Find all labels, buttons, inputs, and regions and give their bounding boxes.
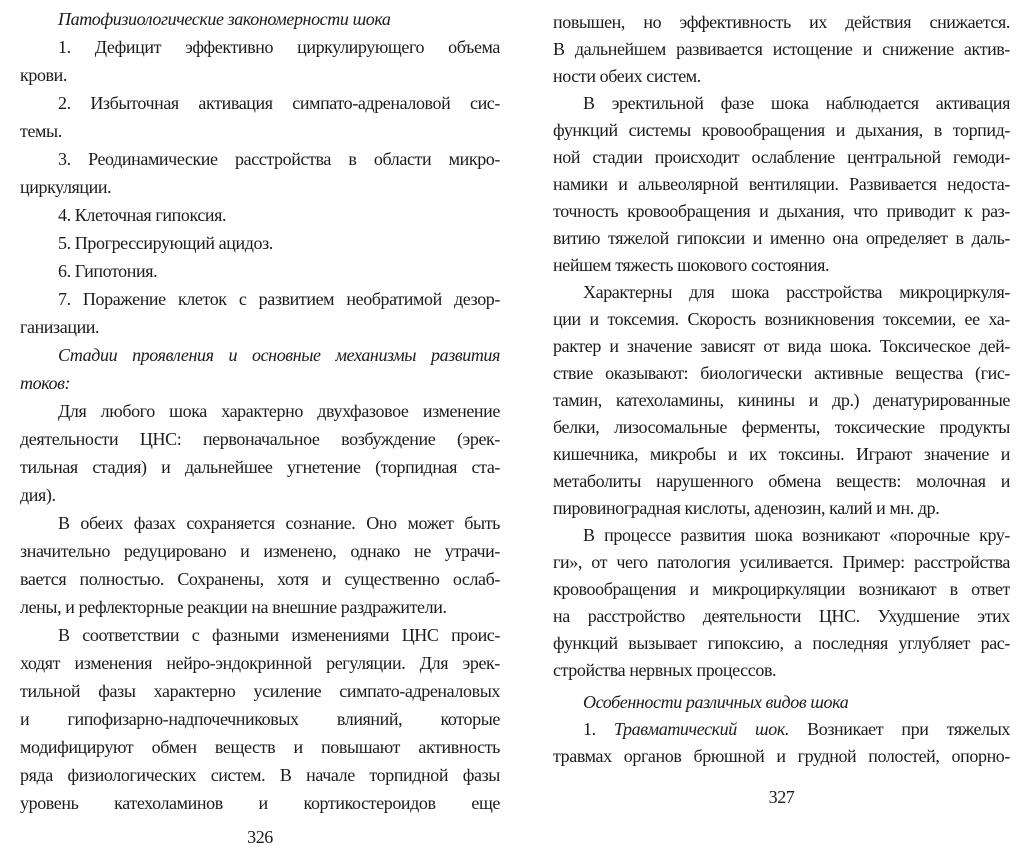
paragraph-erectile-phase	[553, 90, 1010, 279]
text-line: функций системы кровообращения и дыхания, в торпид-	[553, 120, 1010, 140]
text-line: 3. Реодинамические расстройства в области микро-	[58, 149, 500, 169]
text-line: намики и альвеолярной вентиляции. Развивается недоста-	[553, 174, 1010, 194]
list-number: 1.	[583, 719, 596, 739]
text-line: ции и токсемия. Скорость возникновения токсемии, ее ха-	[553, 309, 1010, 329]
text-line: модифицируют обмен веществ и повышают активность	[20, 737, 500, 757]
text-line: темы.	[20, 121, 62, 141]
text-line: Стадии проявления и основные механизмы развития	[58, 345, 500, 365]
text-line: рактер и значение зависят от вида шока. Токсическое дей-	[553, 336, 1010, 356]
text-line: В процессе развития шока возникают «порочные кру-	[583, 525, 1010, 545]
text-line: функций вызывает гипоксию, а последняя углубляет рас-	[553, 633, 1010, 653]
text-line: Особенности различных видов шока	[583, 692, 849, 712]
paragraph-vicious-circles	[553, 522, 1010, 684]
text-line: В дальнейшем развивается истощение и снижение актив-	[553, 39, 1010, 59]
text-line: 4. Клеточная гипоксия.	[58, 205, 227, 225]
list-item-4	[20, 201, 500, 229]
page-right	[553, 9, 1010, 811]
text-line: уровень катехоламинов и кортикостероидов еще	[20, 793, 500, 813]
text-line: белки, лизосомальные ферменты, токсические продукты	[553, 417, 1010, 437]
paragraph-neuro-endocrine	[20, 621, 500, 817]
text-line: токов:	[20, 373, 71, 393]
text-line: 2. Избыточная активация симпато-адреналовой сис-	[58, 93, 500, 113]
text-line: витию тяжелой гипоксии и именно она определяет в даль-	[553, 228, 1010, 248]
text-line: Для любого шока характерно двухфазовое изменение	[58, 401, 500, 421]
text-line: на расстройство деятельности ЦНС. Ухудшение этих	[553, 606, 1010, 626]
paragraph-consciousness	[20, 509, 500, 621]
text-line: ности обеих систем.	[553, 66, 701, 86]
list-item-5	[20, 229, 500, 257]
text-line: и гипофизарно-надпочечниковых влияний, которые	[20, 709, 500, 729]
text-line: 7. Поражение клеток с развитием необратимой дезор-	[58, 289, 500, 309]
paragraph-continuation-exhaustion	[553, 9, 1010, 90]
text-line: стройства нервных процессов.	[553, 660, 777, 680]
paragraph-microcirculation-toxemia	[553, 279, 1010, 522]
list-item-7	[20, 285, 500, 341]
text-line-traumatic-shock	[553, 716, 1010, 743]
text-line: деятельности ЦНС: первоначальное возбуждение (эрек-	[20, 429, 500, 449]
page-number-left: 326	[247, 827, 273, 847]
term-traumatic-shock: Травматический шок.	[613, 719, 789, 739]
text-line: ганизации.	[20, 317, 100, 337]
text-line: ствие оказывают: биологически активные вещества (гис-	[553, 363, 1010, 383]
text-line: повышен, но эффективность их действия снижается.	[553, 12, 1010, 32]
text-line: крови.	[20, 65, 67, 85]
text-line: дия).	[20, 485, 56, 505]
section-heading-shock-types	[553, 689, 1010, 716]
text-line: циркуляции.	[20, 177, 112, 197]
text-line: метаболиты нарушенного обмена веществ: молочная и	[553, 471, 1010, 491]
text-line: 5. Прогрессирующий ацидоз.	[58, 233, 273, 253]
page-number-right: 327	[768, 787, 795, 807]
text-line: 6. Гипотония.	[58, 261, 158, 281]
text-line: ги», от чего патология усиливается. Пример: расстройства	[553, 552, 1010, 572]
text-line: ной стадии происходит ослабление центральной гемоди-	[553, 147, 1010, 167]
text-line: ходят изменения нейро-эндокринной регуляции. Для эрек-	[20, 653, 500, 673]
text-line: тильной фазы характерно усиление симпато-адреналовых	[20, 681, 500, 701]
text-line: В эректильной фазе шока наблюдается активация	[583, 93, 1010, 113]
term-rest-text: Возникает при тяжелых	[807, 719, 1010, 739]
text-line: кишечника, микробы и их токсины. Играют значение и	[553, 444, 1010, 464]
paragraph-traumatic-shock	[553, 716, 1010, 770]
list-item-2	[20, 89, 500, 145]
text-line: Характерны для шока расстройства микроциркуля-	[583, 282, 1010, 302]
text-line: нейшем тяжесть шокового состояния.	[553, 255, 830, 275]
text-line: 1. Дефицит эффективно циркулирующего объема	[58, 37, 500, 57]
list-item-1	[20, 33, 500, 89]
list-item-6	[20, 257, 500, 285]
text-line: ряда физиологических систем. В начале торпидной фазы	[20, 765, 500, 785]
text-line: В соответствии с фазными изменениями ЦНС проис-	[58, 625, 500, 645]
section-heading-stages	[20, 341, 500, 397]
text-line: пировиноградная кислоты, аденозин, калий и мн. др.	[553, 498, 940, 518]
page-left	[20, 5, 500, 851]
text-line: Патофизиологические закономерности шока	[58, 9, 391, 29]
text-line: В обеих фазах сохраняется сознание. Оно может быть	[58, 513, 500, 533]
list-item-3	[20, 145, 500, 201]
paragraph-two-phase-cns	[20, 397, 500, 509]
section-heading-pathophysiology	[20, 5, 500, 33]
text-line: кровообращения и микроциркуляции возникают в ответ	[553, 579, 1010, 599]
text-line: тильная стадия) и дальнейшее угнетение (торпидная ста-	[20, 457, 500, 477]
text-line: вается полностью. Сохранены, хотя и существенно ослаб-	[20, 569, 500, 589]
text-line: точность кровообращения и дыхания, что приводит к раз-	[553, 201, 1010, 221]
text-line: травмах органов брюшной и грудной полостей, опорно-	[553, 746, 1010, 766]
text-line: значительно редуцировано и изменено, однако не утрачи-	[20, 541, 500, 561]
text-line: тамин, катехоламины, кинины и др.) денатурированные	[553, 390, 1010, 410]
text-line: лены, и рефлекторные реакции на внешние раздражители.	[20, 597, 447, 617]
